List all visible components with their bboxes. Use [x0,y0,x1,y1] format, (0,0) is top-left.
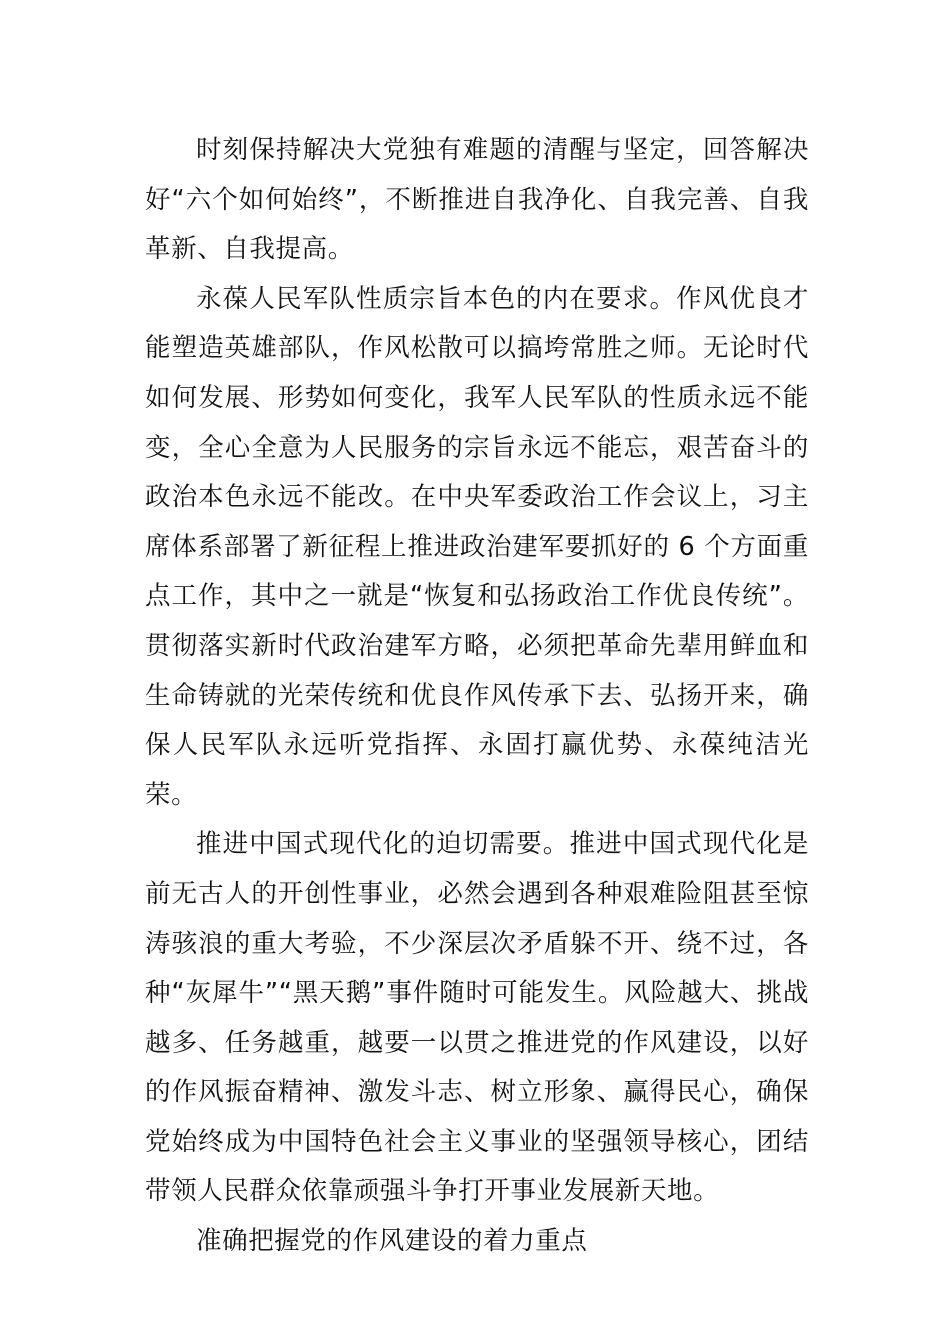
paragraph-modernization-need: 推进中国式现代化的迫切需要。推进中国式现代化是前无古人的开创性事业，必然会遇到各种艰难险阻甚至惊涛骇浪的重大考验，不少深层次矛盾躲不开、绕不过，各种“灰犀牛”“黑天鹅”事件随时可能发生。风险越大、挑战越多、任务越重，越要一以贯之推进党的作风建设，以好的作风振奋精神、激发斗志、树立形象、赢得民心，确保党始终成为中国特色社会主义事业的坚强领导核心，团结带领人民群众依靠顽强斗争打开事业发展新天地。 [145,829,809,1207]
document-body [145,126,809,1267]
section-heading-key-focus: 准确把握党的作风建设的着力重点 [196,1226,588,1257]
paragraph-army-requirement: 永葆人民军队性质宗旨本色的内在要求。作风优良才能塑造英雄部队，作风松散可以搞垮常胜之师。无论时代如何发展、形势如何变化，我军人民军队的性质永远不能变，全心全意为人民服务的宗旨永远不能忘，艰苦奋斗的政治本色永远不能改。在中央军委政治工作会议上，习主席体系部署了新征程上推进政治建军要抓好的 6 个方面重点工作，其中之一就是“恢复和弘扬政治工作优良传统”。贯彻落实新时代政治建军方略，必须把革命先辈用鲜血和生命铸就的光荣传统和优良作风传承下去、弘扬开来，确保人民军队永远听党指挥、永固打赢优势、永葆纯洁光荣。 [145,283,809,810]
paragraph-self-revolution: 时刻保持解决大党独有难题的清醒与坚定，回答解决好“六个如何始终”，不断推进自我净化、自我完善、自我革新、自我提高。 [145,135,809,265]
